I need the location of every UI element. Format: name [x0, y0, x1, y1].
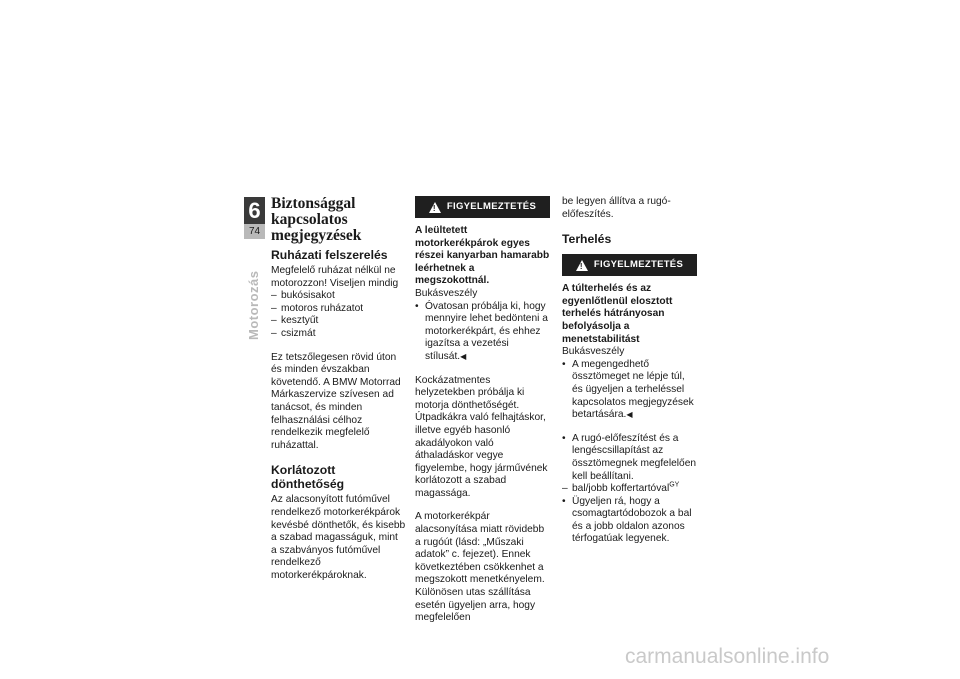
warning-subtitle: Bukásveszély [562, 346, 625, 358]
clothing-item: – bukósisakot [271, 290, 406, 303]
page-number: 74 [248, 226, 261, 237]
section-label: Motorozás [246, 270, 261, 340]
warning-banner [415, 196, 550, 218]
column-3 [562, 196, 697, 557]
chapter-tab [244, 197, 265, 239]
load-bullet [562, 359, 697, 422]
clothing-item: – csizmát [271, 328, 406, 341]
warning-title: A túlterhelés és az egyenlőtlenül elosztott terhelés hátrányosan befolyásolja a menetstabilitást [562, 283, 673, 345]
heading-clothing: Ruházati felszerelés [271, 248, 388, 262]
clothing-item: – kesztyűt [271, 315, 406, 328]
warning-label: FIGYELMEZTETÉS [593, 258, 684, 270]
warning-title: A leültetett motorkerékpárok egyes részei kanyarban hamarabb leérhetnek a megszokottnál. [415, 225, 550, 287]
warning-icon: ! [429, 202, 441, 213]
warning-subtitle: Bukásveszély [415, 287, 478, 299]
column-1 [271, 196, 406, 593]
warning-bullet-text: Óvatosan próbálja ki, hogy mennyire lehet bedönteni a motorkerékpárt, és ehhez igazítsa a vezetési stílusát. [425, 300, 548, 362]
clothing-item: – motoros ruházatot [271, 303, 406, 316]
paragraph-suspension: A motorkerékpár alacsonyítása miatt rövidebb a rugóút (lásd: „Műszaki adatok” c. fejezet). Ennek következtében csökkenhet a megszokott menetkényelem. Különösen utas szállítása esetén ügyeljen arra, hogy megfelelően [415, 511, 545, 624]
chapter-number: 6 [244, 197, 265, 224]
load-bullet-text: A megengedhető össztömeget ne lépje túl, és ügyeljen a terheléssel kapcsolatos megjegyzések betartására. [572, 358, 694, 421]
clothing-paragraph: Ez tetszőlegesen rövid úton és minden évszakban követendő. A BMW Motorrad Márkaszervize szívesen ad tanácsot, és minden felhasználási célhoz rendelkezik megfelelő ruházattal. [271, 351, 401, 451]
warning-label: FIGYELMEZTETÉS [446, 200, 537, 212]
load-bullet: • Ügyeljen rá, hogy a csomagtartódobozok a bal és a jobb oldalon azonos térfogatúak legyenek. [562, 496, 697, 546]
warning-bullet [415, 301, 550, 364]
paragraph-lean-test: Kockázatmentes helyzetekben próbálja ki motorja dönthetőségét. Útpadkákra való felhajtáskor, illetve egyéb hasonló akadályokon való áthaladáskor vegye figyelembe, hogy járművének korlátozott a szabad magassága. [415, 374, 548, 499]
clothing-intro: Megfelelő ruházat nélkül ne motorozzon! Viseljen mindig [271, 265, 399, 289]
paragraph-continued: be legyen állítva a rugó-előfeszítés. [562, 196, 671, 220]
dash-item-sup: GY [669, 481, 680, 489]
heading-lean: Korlátozott dönthetőség [271, 463, 345, 492]
column-2 [415, 196, 550, 636]
watermark: carmanualsonline.info [625, 645, 830, 668]
warning-banner [562, 254, 697, 276]
dash-item-text: bal/jobb koffertartóval [572, 483, 670, 495]
load-bullet: • A rugó-előfeszítést és a lengéscsillapítást az össztömegnek megfelelően kell beállítani. [562, 433, 697, 483]
page-title: Biztonsággal kapcsolatos megjegyzések [271, 195, 362, 244]
end-mark-icon: ◀ [626, 410, 633, 420]
warning-icon: ! [576, 260, 588, 271]
lean-paragraph: Az alacsonyított futóművel rendelkező motorkerékpárok kevésbé dönthetők, és kisebb a szabad magasságuk, mint a szabványos futóművel rendelkező motorkerékpároknak. [271, 494, 406, 581]
heading-load: Terhelés [562, 232, 612, 247]
load-dash-item [562, 483, 697, 496]
end-mark-icon: ◀ [460, 351, 467, 361]
